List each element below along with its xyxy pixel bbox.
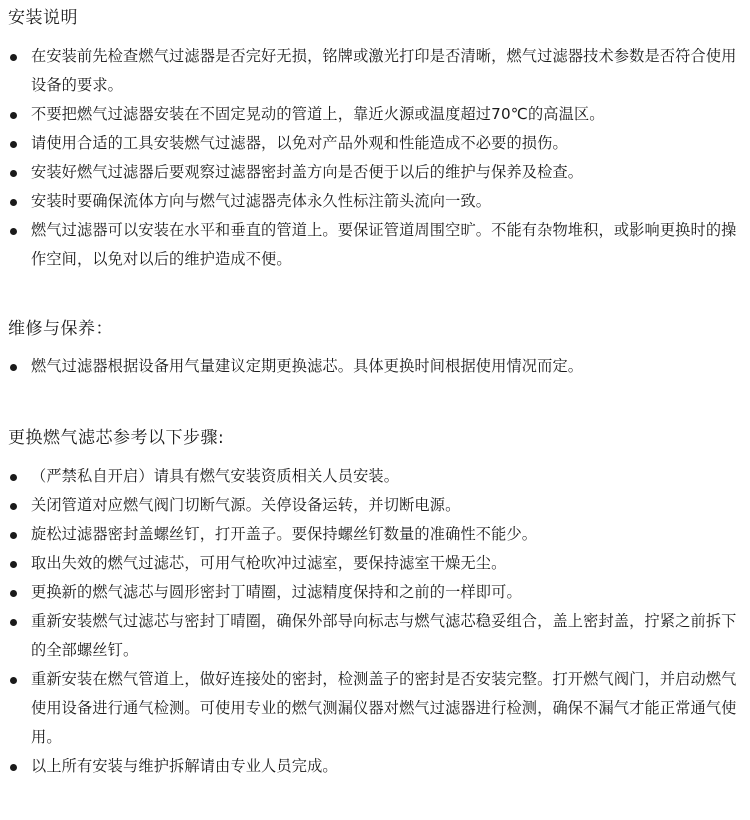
list-item [8, 665, 746, 752]
list-item-text: 以上所有安装与维护拆解请由专业人员完成。 [31, 757, 338, 775]
replacement-section [8, 428, 746, 781]
bullet-icon [10, 54, 17, 61]
replacement-title: 更换燃气滤芯参考以下步骤: [8, 428, 225, 448]
list-item-text: 更换新的燃气滤芯与圆形密封丁晴圈，过滤精度保持和之前的一样即可。 [31, 583, 522, 601]
list-item-text: 取出失效的燃气过滤芯，可用气枪吹冲过滤室，要保持滤室干燥无尘。 [31, 554, 507, 572]
list-item-text: 请使用合适的工具安装燃气过滤器，以免对产品外观和性能造成不必要的损伤。 [31, 134, 568, 152]
bullet-icon [10, 474, 17, 481]
list-item [8, 549, 746, 578]
bullet-icon [10, 619, 17, 626]
list-item [8, 129, 746, 158]
maintenance-title: 维修与保养： [8, 319, 113, 339]
maintenance-section [8, 319, 746, 381]
list-item-text: 燃气过滤器可以安装在水平和垂直的管道上。要保证管道周围空旷。不能有杂物堆积，或影响更换时的操作空间，以免对以后的维护造成不便。 [31, 221, 737, 268]
list-item-text: 重新安装在燃气管道上，做好连接处的密封，检测盖子的密封是否安装完整。打开燃气阀门，并启动燃气使用设备进行通气检测。可使用专业的燃气测漏仪器对燃气过滤器进行检测，确保不漏气才能正常通气使用。 [31, 670, 737, 746]
bullet-icon [10, 561, 17, 568]
bullet-icon [10, 141, 17, 148]
bullet-icon [10, 228, 17, 235]
list-item [8, 491, 746, 520]
bullet-icon [10, 764, 17, 771]
list-item-text: 燃气过滤器根据设备用气量建议定期更换滤芯。具体更换时间根据使用情况而定。 [31, 357, 584, 375]
list-item [8, 607, 746, 665]
list-item-text: 安装好燃气过滤器后要观察过滤器密封盖方向是否便于以后的维护与保养及检查。 [31, 163, 584, 181]
list-item [8, 578, 746, 607]
replacement-list [8, 462, 746, 781]
installation-title: 安装说明 [8, 8, 78, 28]
list-item [8, 216, 746, 274]
list-item [8, 462, 746, 491]
bullet-icon [10, 199, 17, 206]
list-item [8, 42, 746, 100]
list-item-text: 在安装前先检查燃气过滤器是否完好无损，铭牌或激光打印是否清晰，燃气过滤器技术参数是否符合使用设备的要求。 [31, 47, 737, 94]
list-item-text: 不要把燃气过滤器安装在不固定晃动的管道上，靠近火源或温度超过70℃的高温区。 [31, 105, 605, 123]
list-item [8, 158, 746, 187]
bullet-icon [10, 532, 17, 539]
list-item [8, 100, 746, 129]
bullet-icon [10, 503, 17, 510]
list-item-text: 关闭管道对应燃气阀门切断气源。关停设备运转，并切断电源。 [31, 496, 461, 514]
list-item-text: （严禁私自开启）请具有燃气安装资质相关人员安装。 [31, 467, 400, 485]
list-item-text: 安装时要确保流体方向与燃气过滤器壳体永久性标注箭头流向一致。 [31, 192, 492, 210]
list-item [8, 187, 746, 216]
bullet-icon [10, 677, 17, 684]
list-item-text: 旋松过滤器密封盖螺丝钉，打开盖子。要保持螺丝钉数量的准确性不能少。 [31, 525, 538, 543]
bullet-icon [10, 590, 17, 597]
bullet-icon [10, 364, 17, 371]
list-item [8, 352, 746, 381]
installation-section [8, 8, 746, 274]
bullet-icon [10, 112, 17, 119]
bullet-icon [10, 170, 17, 177]
list-item [8, 520, 746, 549]
list-item-text: 重新安装燃气过滤芯与密封丁晴圈，确保外部导向标志与燃气滤芯稳妥组合，盖上密封盖，拧紧之前拆下的全部螺丝钉。 [31, 612, 737, 659]
installation-list [8, 42, 746, 274]
maintenance-list [8, 352, 746, 381]
list-item [8, 752, 746, 781]
